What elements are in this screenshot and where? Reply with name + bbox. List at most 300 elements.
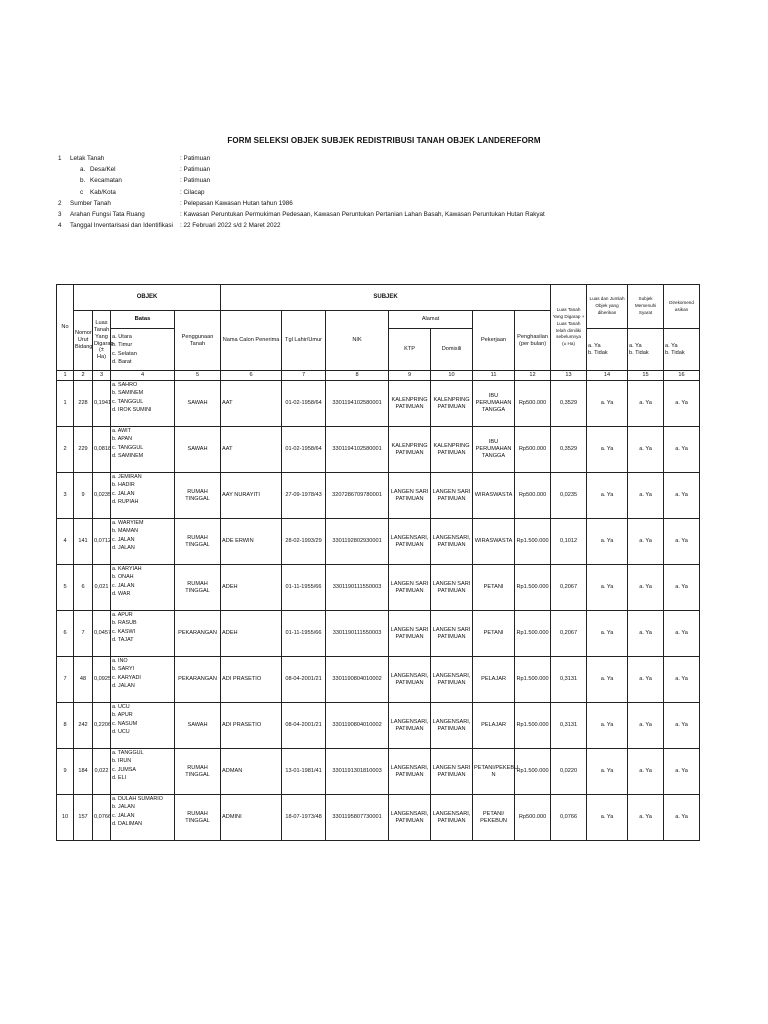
meta-num: 1 bbox=[58, 155, 62, 162]
cell-batas-line: c. JALAN bbox=[112, 536, 135, 543]
cell-luas: 0,1941 bbox=[93, 381, 111, 427]
cell-penggunaan bbox=[175, 427, 221, 473]
cell-no: 1 bbox=[57, 381, 74, 427]
cell-no: 5 bbox=[57, 565, 74, 611]
cell-nik: 3301190111550003 bbox=[326, 565, 389, 611]
cell-direkomendasikan: a. Ya bbox=[664, 703, 700, 749]
cell-direkomendasikan: a. Ya bbox=[664, 657, 700, 703]
column-number: 9 bbox=[389, 371, 431, 381]
cell-penggunaan-line: RUMAH bbox=[187, 810, 208, 817]
cell-tgl-lahir: 01-11-1955/66 bbox=[282, 565, 326, 611]
cell-ktp-line: KALENPRING bbox=[391, 442, 428, 449]
cell-domisili-line: LANGEN SARI bbox=[432, 580, 471, 587]
cell-direkomendasikan: a. Ya bbox=[664, 749, 700, 795]
cell-nik: 3301194102580001 bbox=[326, 427, 389, 473]
header-ya-tidak-16: a. Ya b. Tidak bbox=[664, 329, 700, 371]
cell-tgl-lahir: 01-02-1958/64 bbox=[282, 427, 326, 473]
cell-nama: ADEH bbox=[221, 565, 282, 611]
cell-luas-total: 0,3529 bbox=[551, 427, 587, 473]
column-number: 4 bbox=[111, 371, 175, 381]
cell-penggunaan bbox=[175, 519, 221, 565]
cell-batas-line: d. WAR bbox=[112, 591, 131, 598]
cell-batas-line: c. JALAN bbox=[112, 582, 135, 589]
cell-batas-line: d. JALAN bbox=[112, 545, 135, 552]
meta-value: : Cilacap bbox=[180, 188, 205, 196]
cell-ktp bbox=[389, 473, 431, 519]
cell-nama: ADI PRASETIO bbox=[221, 657, 282, 703]
cell-memenuhi-syarat: a. Ya bbox=[628, 381, 664, 427]
cell-domisili-line: PATIMUAN bbox=[437, 633, 466, 640]
cell-batas-line: a. KARYIAH bbox=[112, 566, 142, 572]
cell-domisili bbox=[431, 703, 473, 749]
cell-tgl-lahir: 01-02-1958/64 bbox=[282, 381, 326, 427]
cell-ktp-line: LANGEN SARI bbox=[390, 580, 429, 587]
header-no: No bbox=[57, 285, 74, 371]
meta-sumber-tanah bbox=[58, 198, 758, 209]
cell-no: 10 bbox=[57, 795, 74, 841]
cell-luas: 0,0766 bbox=[93, 795, 111, 841]
cell-ktp bbox=[389, 749, 431, 795]
cell-tgl-lahir: 27-09-1978/43 bbox=[282, 473, 326, 519]
cell-memenuhi-syarat: a. Ya bbox=[628, 703, 664, 749]
cell-luas-total: 0,3131 bbox=[551, 657, 587, 703]
cell-batas bbox=[111, 565, 175, 611]
cell-luas-diberikan: a. Ya bbox=[587, 749, 628, 795]
cell-penggunaan-line: TINGGAL bbox=[185, 541, 210, 548]
cell-penghasilan: Rp1.500.000 bbox=[515, 749, 551, 795]
cell-domisili-line: LANGENSARI, bbox=[432, 810, 471, 817]
cell-nik: 3301190804010002 bbox=[326, 703, 389, 749]
cell-domisili-line: PATIMUAN bbox=[437, 817, 466, 824]
meta-arahan bbox=[58, 209, 758, 220]
cell-nomor-bidang: 229 bbox=[74, 427, 93, 473]
cell-batas-line: b. SAMINEM bbox=[112, 390, 144, 397]
cell-domisili-line: PATIMUAN bbox=[437, 449, 466, 456]
cell-penghasilan: Rp500.000 bbox=[515, 473, 551, 519]
cell-luas: 0,021 bbox=[93, 565, 111, 611]
header-alamat: Alamat bbox=[389, 311, 473, 329]
cell-tgl-lahir: 01-11-1955/66 bbox=[282, 611, 326, 657]
header-ya-tidak-14: a. Ya b. Tidak bbox=[587, 329, 628, 371]
cell-batas-line: d. SAMINEM bbox=[112, 453, 144, 460]
cell-nik: 3207286709780001 bbox=[326, 473, 389, 519]
cell-ktp bbox=[389, 611, 431, 657]
cell-nik: 3301191301810003 bbox=[326, 749, 389, 795]
header-luas-total: Luas Tanah Yang Digarap + Luas Tanah telah dimiliki sebelumnya (± Ha) bbox=[551, 285, 587, 371]
cell-batas-line: a. UCU bbox=[112, 704, 130, 710]
header-ktp: KTP bbox=[389, 329, 431, 371]
cell-luas-diberikan: a. Ya bbox=[587, 427, 628, 473]
cell-batas-line: d. IROK SUMINI bbox=[112, 407, 152, 414]
cell-luas-total: 0,3529 bbox=[551, 381, 587, 427]
column-number-row bbox=[57, 371, 700, 381]
cell-luas: 0,0712 bbox=[93, 519, 111, 565]
cell-memenuhi-syarat: a. Ya bbox=[628, 795, 664, 841]
meta-label: Kecamatan bbox=[90, 177, 122, 185]
cell-luas-total: 0,2067 bbox=[551, 611, 587, 657]
cell-penggunaan bbox=[175, 611, 221, 657]
cell-ktp-line: PATIMUAN bbox=[395, 495, 424, 502]
cell-penghasilan: Rp1.500.000 bbox=[515, 611, 551, 657]
cell-ktp-line: PATIMUAN bbox=[395, 679, 424, 686]
meta-letak-tanah bbox=[58, 153, 758, 164]
cell-domisili-line: KALENPRING bbox=[433, 396, 470, 403]
meta-label: Kab/Kota bbox=[90, 188, 116, 196]
cell-batas-line: b. IRUN bbox=[112, 758, 132, 765]
cell-batas bbox=[111, 381, 175, 427]
cell-ktp-line: LANGEN SARI bbox=[390, 626, 429, 633]
cell-penghasilan: Rp1.500.000 bbox=[515, 657, 551, 703]
cell-luas: 0,0818 bbox=[93, 427, 111, 473]
cell-ktp-line: LANGENSARI, bbox=[390, 718, 429, 725]
cell-ktp bbox=[389, 519, 431, 565]
cell-pekerjaan bbox=[473, 749, 519, 795]
cell-ktp-line: LANGENSARI, bbox=[390, 810, 429, 817]
cell-batas-line: a. DULAH SUMARIO bbox=[112, 796, 163, 802]
cell-tgl-lahir: 08-04-2001/21 bbox=[282, 703, 326, 749]
cell-pekerjaan bbox=[473, 657, 515, 703]
cell-batas-line: b. MAMAN bbox=[112, 528, 139, 535]
cell-nomor-bidang: 141 bbox=[74, 519, 93, 565]
header-tgl: Tgl Lahir/Umur bbox=[282, 311, 326, 371]
cell-luas-diberikan: a. Ya bbox=[587, 519, 628, 565]
cell-pekerjaan-line: TANGGA bbox=[481, 406, 506, 413]
cell-nama: ADMAN bbox=[221, 749, 282, 795]
cell-luas: 0,022 bbox=[93, 749, 111, 795]
header-pekerjaan: Pekerjaan bbox=[473, 311, 515, 371]
table-row bbox=[57, 749, 700, 795]
header-luas-diberikan: Luas dan Jumlah Objek yang diberikan bbox=[587, 285, 628, 329]
header-nama: Nama Calon Penerima bbox=[221, 311, 282, 371]
cell-nama: AAY NURAYITI bbox=[221, 473, 282, 519]
cell-batas-line: b. APUR bbox=[112, 712, 133, 719]
cell-pekerjaan-line: PELAJAR bbox=[481, 676, 506, 682]
cell-pekerjaan-line: PERUMAHAN bbox=[475, 400, 512, 406]
cell-batas-line: d. RUPIAH bbox=[112, 499, 139, 506]
cell-penggunaan bbox=[175, 657, 221, 703]
header-nik: NIK bbox=[326, 311, 389, 371]
cell-ktp-line: LANGENSARI, bbox=[390, 764, 429, 771]
meta-value: : Patimuan bbox=[180, 155, 211, 162]
cell-penggunaan-line: TINGGAL bbox=[185, 587, 210, 594]
cell-tgl-lahir: 13-01-1981/41 bbox=[282, 749, 326, 795]
table-row bbox=[57, 795, 700, 841]
cell-penggunaan bbox=[175, 381, 221, 427]
cell-memenuhi-syarat: a. Ya bbox=[628, 565, 664, 611]
cell-no: 6 bbox=[57, 611, 74, 657]
cell-ktp-line: PATIMUAN bbox=[395, 403, 424, 410]
cell-ktp-line: LANGEN SARI bbox=[390, 488, 429, 495]
cell-batas bbox=[111, 611, 175, 657]
cell-pekerjaan-line: N bbox=[491, 771, 496, 778]
cell-pekerjaan-line: PETANI/PEKEBU bbox=[474, 764, 519, 771]
cell-luas-total: 0,0220 bbox=[551, 749, 587, 795]
cell-batas-line: c. KARYADI bbox=[112, 674, 141, 681]
cell-batas bbox=[111, 473, 175, 519]
meta-label: Letak Tanah bbox=[70, 155, 105, 162]
cell-batas-line: a. INO bbox=[112, 658, 128, 664]
column-number: 8 bbox=[326, 371, 389, 381]
meta-value: : Pelepasan Kawasan Hutan tahun 1986 bbox=[180, 199, 293, 207]
cell-batas-line: b. APAN bbox=[112, 436, 132, 443]
cell-nomor-bidang: 7 bbox=[74, 611, 93, 657]
cell-ktp bbox=[389, 565, 431, 611]
meta-letter: b. bbox=[80, 177, 86, 185]
cell-domisili-line: PATIMUAN bbox=[437, 725, 466, 732]
cell-pekerjaan-line: PETANI bbox=[483, 630, 504, 636]
cell-luas-diberikan: a. Ya bbox=[587, 381, 628, 427]
cell-direkomendasikan: a. Ya bbox=[664, 381, 700, 427]
cell-domisili-line: PATIMUAN bbox=[437, 587, 466, 594]
cell-pekerjaan bbox=[473, 473, 515, 519]
cell-penggunaan-line: TINGGAL bbox=[185, 771, 210, 778]
cell-penghasilan: Rp1.500.000 bbox=[515, 519, 551, 565]
cell-ktp bbox=[389, 795, 431, 841]
meta-value: : 22 Februari 2022 s/d 2 Maret 2022 bbox=[180, 222, 281, 230]
cell-luas: 0,2206 bbox=[93, 703, 111, 749]
cell-pekerjaan-line: PEKEBUN bbox=[480, 817, 507, 824]
cell-penghasilan: Rp500.000 bbox=[515, 427, 551, 473]
cell-luas-total: 0,2067 bbox=[551, 565, 587, 611]
cell-luas-total: 0,0766 bbox=[551, 795, 587, 841]
column-number: 10 bbox=[431, 371, 473, 381]
table-row bbox=[57, 519, 700, 565]
cell-penggunaan-line: TINGGAL bbox=[185, 817, 210, 824]
cell-domisili-line: PATIMUAN bbox=[437, 679, 466, 686]
cell-nik: 3301190111550003 bbox=[326, 611, 389, 657]
cell-batas-line: b. RASUB bbox=[112, 620, 137, 627]
cell-pekerjaan-line: WIRASWASTA bbox=[474, 492, 513, 498]
cell-penggunaan-line: PEKARANGAN bbox=[178, 630, 217, 636]
header-subjek: SUBJEK bbox=[221, 285, 551, 311]
cell-luas-total: 0,1012 bbox=[551, 519, 587, 565]
cell-domisili-line: PATIMUAN bbox=[437, 541, 466, 548]
meta-num: 3 bbox=[58, 210, 62, 218]
cell-pekerjaan bbox=[473, 381, 515, 427]
cell-nama: AAT bbox=[221, 381, 282, 427]
cell-domisili bbox=[431, 795, 473, 841]
form-meta bbox=[58, 153, 758, 231]
cell-domisili-line: PATIMUAN bbox=[437, 495, 466, 502]
cell-tgl-lahir: 18-07-1973/48 bbox=[282, 795, 326, 841]
header-nomor: Nomor Urut Bidang bbox=[74, 311, 93, 371]
cell-ktp-line: PATIMUAN bbox=[395, 633, 424, 640]
cell-penggunaan-line: RUMAH bbox=[187, 534, 208, 541]
cell-pekerjaan bbox=[473, 795, 515, 841]
header-batas: Batas bbox=[111, 311, 175, 329]
column-number: 14 bbox=[587, 371, 628, 381]
cell-memenuhi-syarat: a. Ya bbox=[628, 657, 664, 703]
header-penggunaan: Penggunaan Tanah bbox=[175, 311, 221, 371]
header-ya-tidak-15: a. Ya b. Tidak bbox=[628, 329, 664, 371]
column-number: 5 bbox=[175, 371, 221, 381]
cell-nomor-bidang: 9 bbox=[74, 473, 93, 519]
cell-luas: 0,0925 bbox=[93, 657, 111, 703]
cell-domisili bbox=[431, 519, 473, 565]
form-title: FORM SELEKSI OBJEK SUBJEK REDISTRIBUSI TANAH OBJEK LANDEREFORM bbox=[227, 136, 541, 145]
cell-luas-diberikan: a. Ya bbox=[587, 795, 628, 841]
cell-domisili bbox=[431, 565, 473, 611]
cell-pekerjaan-line: PELAJAR bbox=[481, 722, 506, 728]
table-row bbox=[57, 473, 700, 519]
cell-nik: 3301194102580001 bbox=[326, 381, 389, 427]
table-row bbox=[57, 657, 700, 703]
cell-penggunaan-line: RUMAH bbox=[187, 764, 208, 771]
meta-label: Tanggal Inventarisasi dan Identifikasi bbox=[70, 222, 173, 230]
cell-direkomendasikan: a. Ya bbox=[664, 565, 700, 611]
cell-penggunaan-line: SAWAH bbox=[187, 446, 208, 452]
cell-memenuhi-syarat: a. Ya bbox=[628, 427, 664, 473]
cell-nama: ADI PRASETIO bbox=[221, 703, 282, 749]
cell-pekerjaan bbox=[473, 427, 515, 473]
cell-penggunaan bbox=[175, 473, 221, 519]
cell-nomor-bidang: 242 bbox=[74, 703, 93, 749]
cell-tgl-lahir: 28-02-1993/29 bbox=[282, 519, 326, 565]
cell-domisili-line: LANGEN SARI bbox=[432, 488, 471, 495]
cell-tgl-lahir: 08-04-2001/21 bbox=[282, 657, 326, 703]
meta-value: : Patimuan bbox=[180, 177, 211, 185]
cell-direkomendasikan: a. Ya bbox=[664, 611, 700, 657]
meta-label: Sumber Tanah bbox=[70, 199, 111, 207]
cell-batas bbox=[111, 519, 175, 565]
cell-luas-diberikan: a. Ya bbox=[587, 565, 628, 611]
cell-ktp-line: PATIMUAN bbox=[395, 449, 424, 456]
cell-pekerjaan bbox=[473, 611, 515, 657]
cell-pekerjaan-line: IBU bbox=[488, 439, 499, 446]
cell-domisili-line: PATIMUAN bbox=[437, 771, 466, 778]
cell-batas-line: b. HADIR bbox=[112, 482, 135, 489]
cell-penggunaan-line: RUMAH bbox=[187, 488, 208, 495]
cell-batas-line: c. JALAN bbox=[112, 812, 135, 819]
cell-domisili bbox=[431, 657, 473, 703]
cell-batas-line: d. JALAN bbox=[112, 683, 135, 690]
cell-batas bbox=[111, 749, 175, 795]
cell-batas-line: a. APUR bbox=[112, 612, 133, 618]
cell-ktp bbox=[389, 657, 431, 703]
cell-nama: ADMINI bbox=[221, 795, 282, 841]
header-direkomendasikan: Direkomend asikan bbox=[664, 285, 700, 329]
cell-nik: 3301190804010002 bbox=[326, 657, 389, 703]
cell-nomor-bidang: 6 bbox=[74, 565, 93, 611]
cell-penggunaan-line: SAWAH bbox=[187, 722, 208, 728]
cell-no: 8 bbox=[57, 703, 74, 749]
cell-domisili-line: LANGENSARI, bbox=[432, 534, 471, 541]
cell-ktp-line: PATIMUAN bbox=[395, 771, 424, 778]
cell-ktp-line: PATIMUAN bbox=[395, 541, 424, 548]
cell-direkomendasikan: a. Ya bbox=[664, 795, 700, 841]
cell-batas-line: d. TAJAT bbox=[112, 637, 134, 644]
cell-batas-line: c. KASWI bbox=[112, 628, 136, 635]
cell-memenuhi-syarat: a. Ya bbox=[628, 519, 664, 565]
cell-no: 2 bbox=[57, 427, 74, 473]
header-domisili: Domisili bbox=[431, 329, 473, 371]
cell-nik: 3301192802930001 bbox=[326, 519, 389, 565]
cell-luas: 0,0235 bbox=[93, 473, 111, 519]
meta-desa bbox=[58, 164, 758, 175]
cell-batas-line: c. JALAN bbox=[112, 490, 135, 497]
table-row bbox=[57, 611, 700, 657]
table-row bbox=[57, 381, 700, 427]
cell-batas-line: a. TANGGUL bbox=[112, 750, 144, 756]
meta-kabkota bbox=[58, 187, 758, 198]
table-row bbox=[57, 703, 700, 749]
cell-ktp-line: PATIMUAN bbox=[395, 587, 424, 594]
cell-domisili bbox=[431, 749, 473, 795]
cell-batas-line: a. JEMIRAN bbox=[112, 474, 142, 480]
cell-pekerjaan bbox=[473, 565, 515, 611]
cell-penggunaan-line: RUMAH bbox=[187, 580, 208, 587]
table-body bbox=[57, 381, 700, 841]
cell-penghasilan: Rp500.000 bbox=[515, 795, 551, 841]
cell-ktp-line: KALENPRING bbox=[391, 396, 428, 403]
cell-penggunaan bbox=[175, 749, 221, 795]
cell-domisili bbox=[431, 427, 473, 473]
cell-pekerjaan-line: IBU bbox=[488, 393, 499, 400]
column-number: 3 bbox=[93, 371, 111, 381]
cell-nik: 3301195807730001 bbox=[326, 795, 389, 841]
cell-ktp bbox=[389, 427, 431, 473]
cell-penggunaan-line: TINGGAL bbox=[185, 495, 210, 502]
cell-ktp-line: PATIMUAN bbox=[395, 725, 424, 732]
column-number: 12 bbox=[515, 371, 551, 381]
table-row bbox=[57, 565, 700, 611]
cell-domisili-line: LANGEN SARI bbox=[432, 764, 471, 771]
column-number: 15 bbox=[628, 371, 664, 381]
cell-pekerjaan-line: PETANI bbox=[483, 584, 504, 590]
cell-batas-line: c. JUMSA bbox=[112, 766, 136, 773]
cell-penggunaan-line: SAWAH bbox=[187, 400, 208, 406]
cell-pekerjaan bbox=[473, 519, 515, 565]
cell-ktp bbox=[389, 381, 431, 427]
cell-luas-diberikan: a. Ya bbox=[587, 657, 628, 703]
cell-penghasilan: Rp1.500.000 bbox=[515, 565, 551, 611]
cell-penggunaan bbox=[175, 565, 221, 611]
cell-batas-line: b. ONAH bbox=[112, 574, 134, 581]
cell-pekerjaan-line: PETANI/ bbox=[482, 810, 505, 817]
cell-luas-total: 0,0235 bbox=[551, 473, 587, 519]
cell-pekerjaan-line: WIRASWASTA bbox=[474, 538, 513, 544]
cell-nomor-bidang: 228 bbox=[74, 381, 93, 427]
column-number: 2 bbox=[74, 371, 93, 381]
table-row bbox=[57, 427, 700, 473]
meta-label: Arahan Fungsi Tata Ruang bbox=[70, 210, 145, 218]
column-number: 11 bbox=[473, 371, 515, 381]
cell-luas-diberikan: a. Ya bbox=[587, 473, 628, 519]
cell-direkomendasikan: a. Ya bbox=[664, 519, 700, 565]
cell-batas bbox=[111, 703, 175, 749]
cell-domisili-line: LANGENSARI, bbox=[432, 672, 471, 679]
header-subjek-syarat: Subjek Memenuhi Syarat bbox=[628, 285, 664, 329]
cell-luas-total: 0,3131 bbox=[551, 703, 587, 749]
cell-domisili-line: LANGENSARI, bbox=[432, 718, 471, 725]
column-number: 1 bbox=[57, 371, 74, 381]
cell-pekerjaan bbox=[473, 703, 515, 749]
cell-luas-diberikan: a. Ya bbox=[587, 703, 628, 749]
cell-memenuhi-syarat: a. Ya bbox=[628, 749, 664, 795]
meta-tanggal bbox=[58, 220, 758, 231]
meta-kecamatan bbox=[58, 175, 758, 186]
cell-batas-line: c. TANGGUL bbox=[112, 444, 144, 451]
cell-batas-line: a. AWIT bbox=[112, 428, 131, 434]
meta-num: 2 bbox=[58, 199, 62, 207]
cell-penggunaan bbox=[175, 703, 221, 749]
cell-ktp-line: PATIMUAN bbox=[395, 817, 424, 824]
header-batas-items: a. Utara b. Timur c. Selatan d. Barat bbox=[111, 329, 175, 371]
cell-memenuhi-syarat: a. Ya bbox=[628, 611, 664, 657]
cell-ktp-line: LANGENSARI, bbox=[390, 672, 429, 679]
cell-nama: ADEH bbox=[221, 611, 282, 657]
cell-batas bbox=[111, 795, 175, 841]
